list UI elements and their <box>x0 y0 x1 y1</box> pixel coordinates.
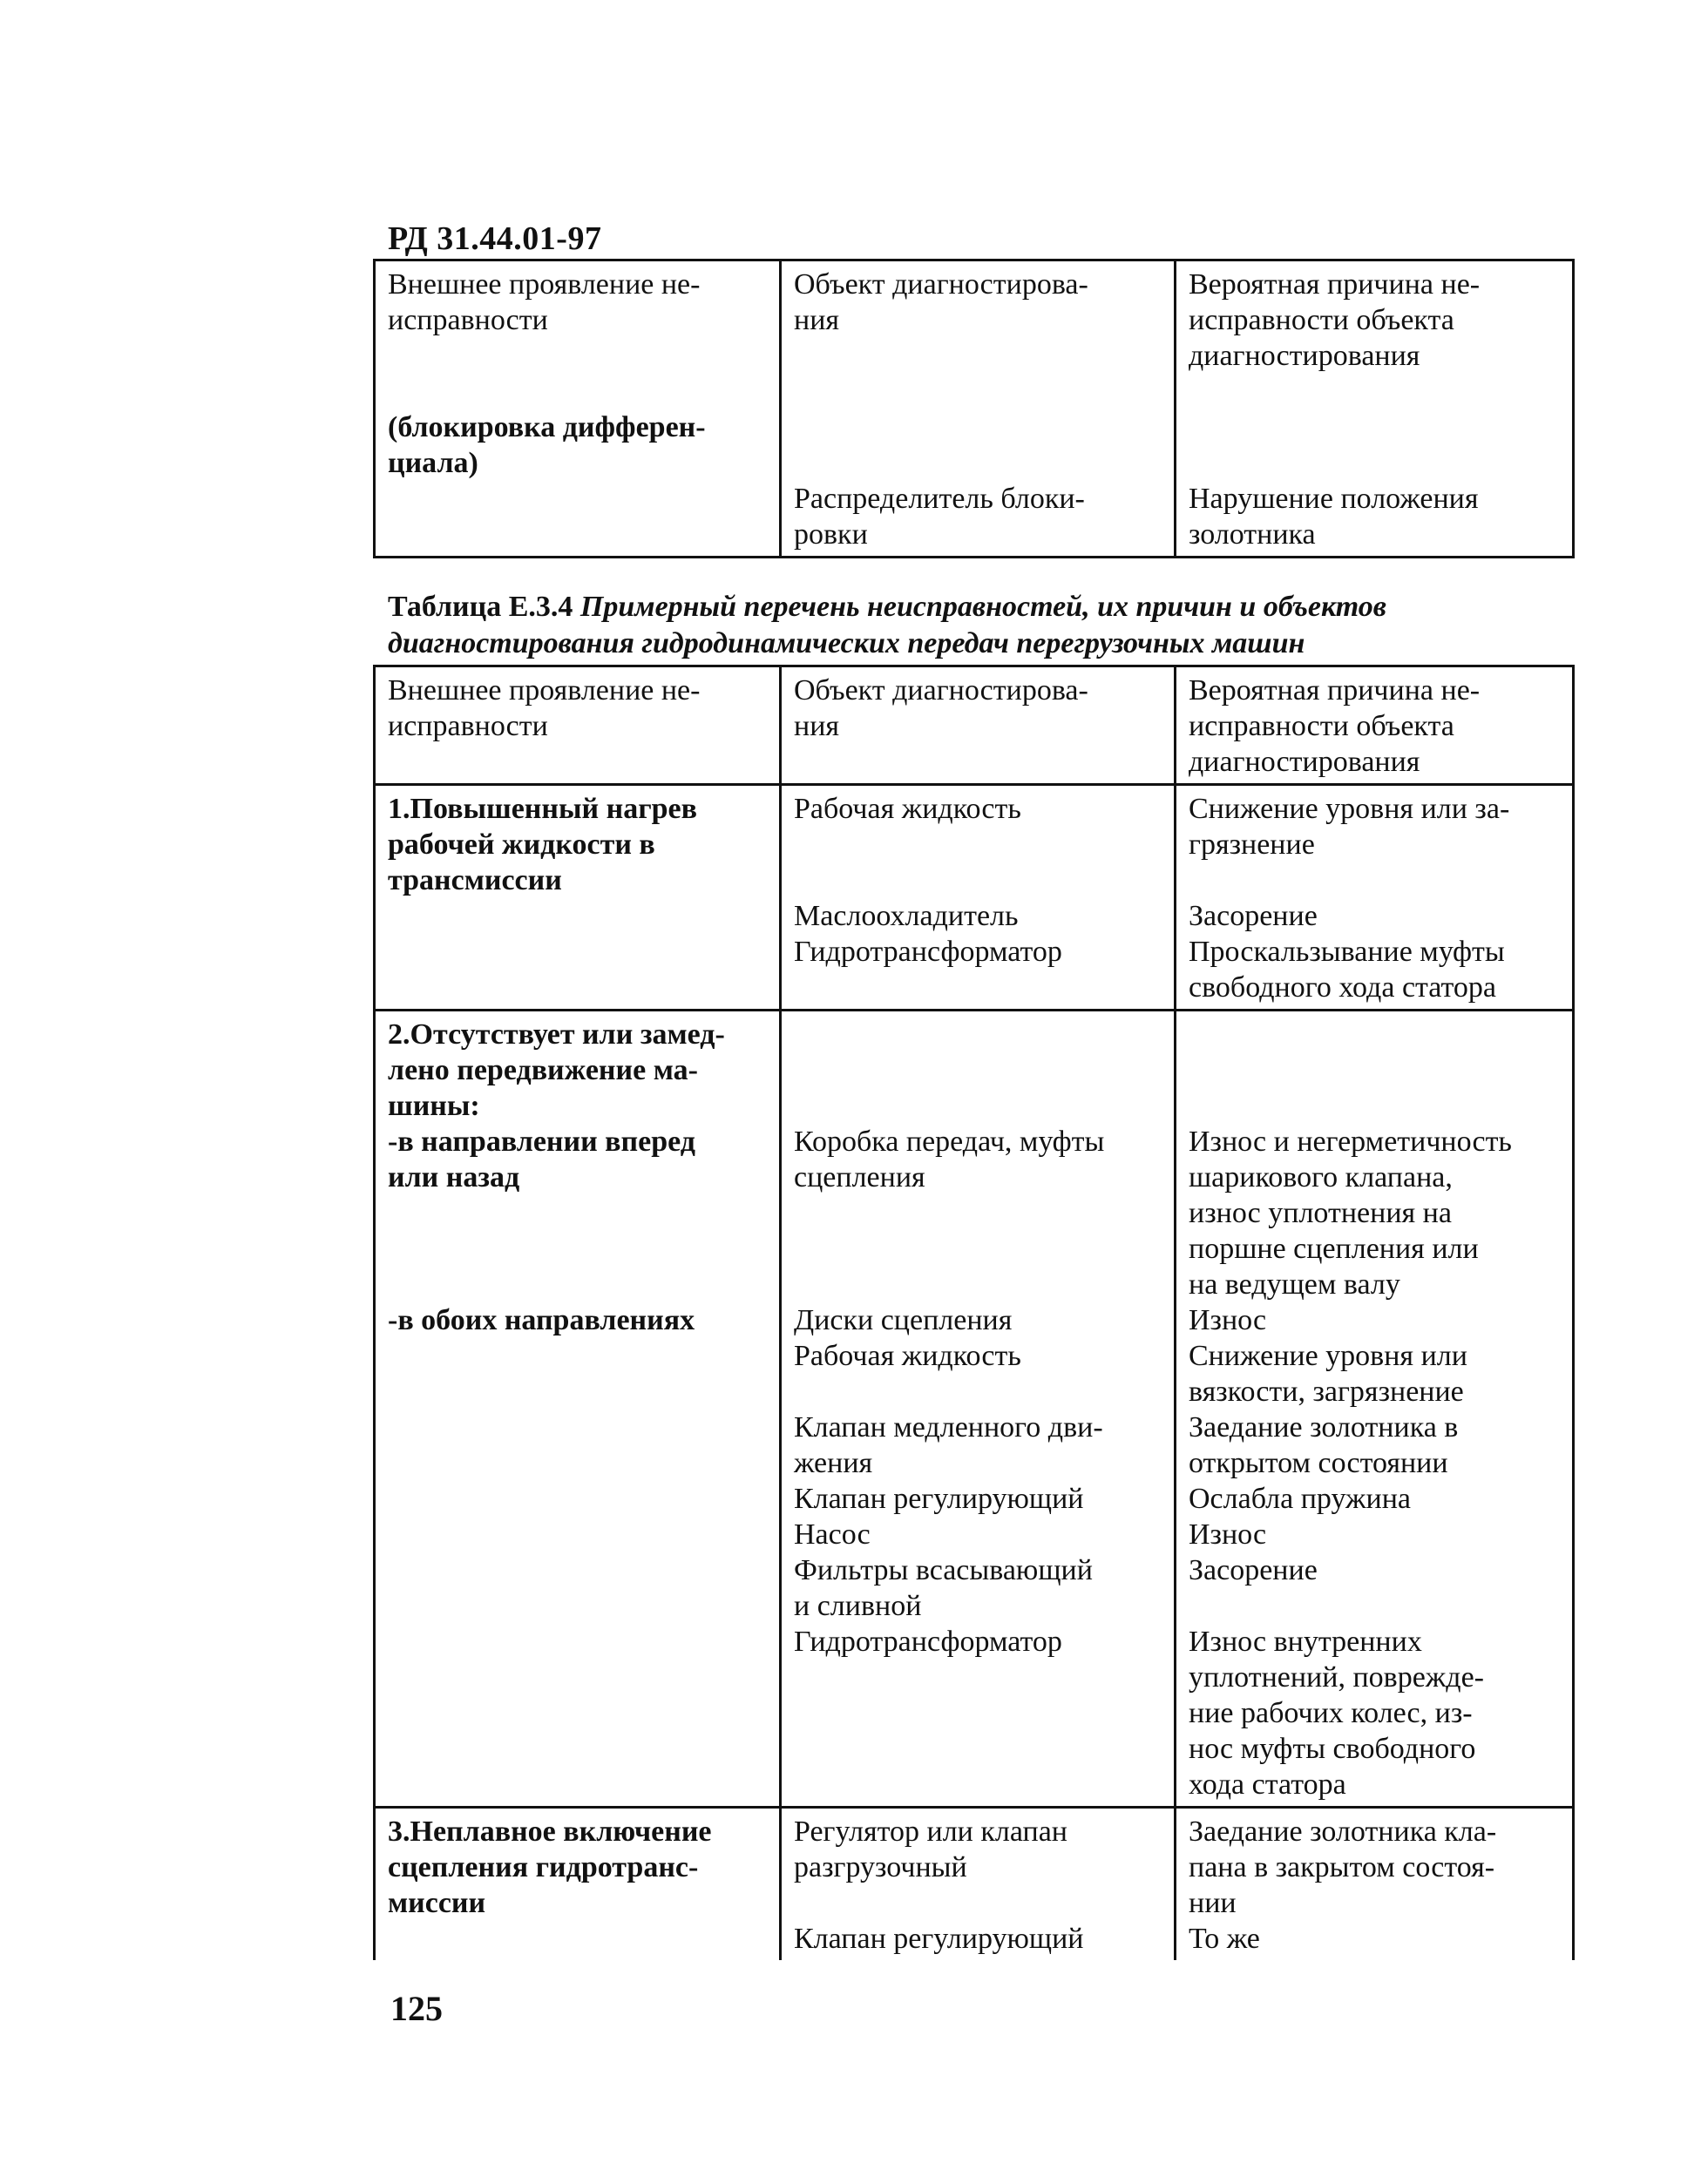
object-cell: Коробка передач, муфты сцепления Диски сцепления Рабочая жидкость Клапан медленного дви- жения Клапан регулирующий Насос Фильтры всасывающий и сливной Гидротрансформатор <box>781 1011 1176 1808</box>
object-cell: Рабочая жидкость Маслоохладитель Гидротрансформатор <box>781 785 1176 1011</box>
symptom-cell: 2.Отсутствует или замед- лено передвижение ма- шины: -в направлении вперед или назад -в обоих направлениях <box>375 1011 781 1808</box>
object-cell: Регулятор или клапан разгрузочный Клапан регулирующий <box>781 1808 1176 1961</box>
header-cell-object: Объект диагностирова- ния <box>781 666 1176 785</box>
header-cell-object: Объект диагностирова- ния Распределитель блоки- ровки <box>781 260 1176 558</box>
table-row <box>375 1808 1574 1961</box>
table-header-row <box>375 666 1574 785</box>
table-row <box>375 785 1574 1011</box>
symptom-cell: 3.Неплавное включение сцепления гидротранс- миссии <box>375 1808 781 1961</box>
table-caption: Таблица Е.3.4 Примерный перечень неисправностей, их причин и объектов диагностирования гидродинамических передач перегрузочных машин <box>388 591 1386 659</box>
cause-cell: Снижение уровня или за- грязнение Засорение Проскальзывание муфты свободного хода статора <box>1176 785 1574 1011</box>
header-cell-symptom: Внешнее проявление не- исправности (блокировка дифферен- циала) <box>375 260 781 558</box>
table-header-row <box>375 260 1574 558</box>
page-number: 125 <box>390 1989 443 2028</box>
header-cell-cause: Вероятная причина не- исправности объекта диагностирования <box>1176 666 1574 785</box>
cause-cell: Износ и негерметичность шарикового клапана, износ уплотнения на поршне сцепления или на ведущем валу Износ Снижение уровня или вязкости, загрязнение Заедание золотника в открытом состоянии Ослабла пружина Износ Засорение Износ внутренних уплотнений, поврежде- ние рабочих колес, из- нос муфты свободного хода статора <box>1176 1011 1574 1808</box>
faults-table <box>373 665 1575 1960</box>
continuation-table <box>373 259 1575 558</box>
symptom-cell: 1.Повышенный нагрев рабочей жидкости в трансмиссии <box>375 785 781 1011</box>
document-code: РД 31.44.01-97 <box>388 220 602 257</box>
cause-cell: Заедание золотника кла- пана в закрытом состоя- нии То же <box>1176 1808 1574 1961</box>
header-cell-cause: Вероятная причина не- исправности объекта диагностирования Нарушение положения золотника <box>1176 260 1574 558</box>
header-cell-symptom: Внешнее проявление не- исправности <box>375 666 781 785</box>
table-row <box>375 1011 1574 1808</box>
